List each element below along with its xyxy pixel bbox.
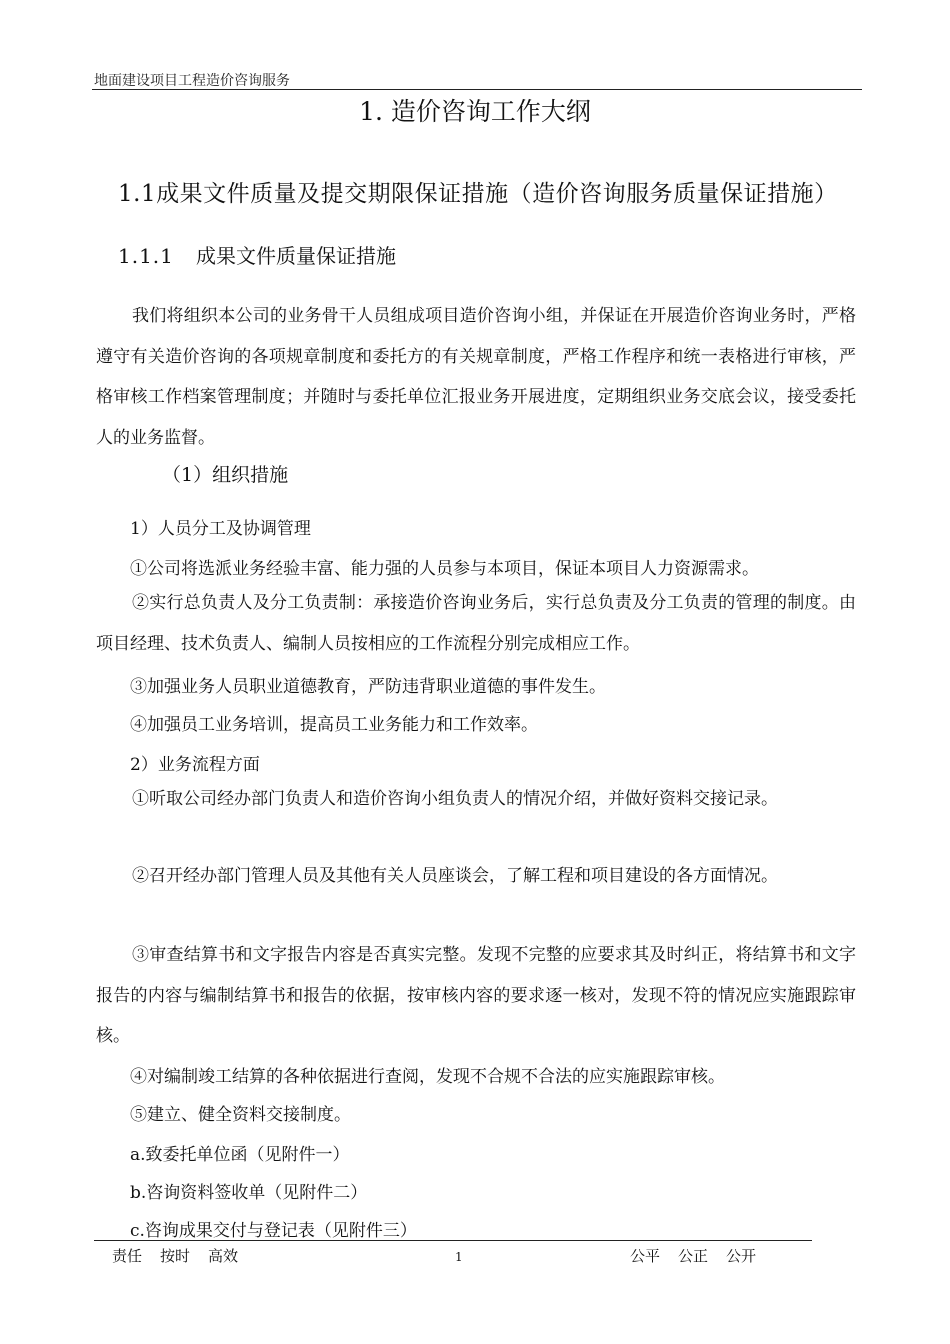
running-header: 地面建设项目工程造价咨询服务 (94, 73, 290, 89)
footer-motto-word: 公平 (630, 1247, 661, 1265)
header-rule (92, 89, 862, 90)
footer-motto-word: 公开 (726, 1247, 757, 1265)
footer-motto-word: 高效 (208, 1247, 239, 1265)
list-item: ②召开经办部门管理人员及其他有关人员座谈会，了解工程和项目建设的各方面情况。 (132, 866, 778, 886)
heading-1: 1. 造价咨询工作大纲 (359, 97, 591, 126)
list-item: c.咨询成果交付与登记表（见附件三） (130, 1221, 417, 1241)
footer-motto-word: 责任 (112, 1247, 143, 1265)
list-item: b.咨询资料签收单（见附件二） (130, 1183, 368, 1203)
list-item: a.致委托单位函（见附件一） (130, 1145, 350, 1165)
page-number: 1 (455, 1250, 463, 1264)
footer-motto-word: 按时 (160, 1247, 191, 1265)
footer-motto-word: 公正 (678, 1247, 709, 1265)
heading-2: 1.1成果文件质量及提交期限保证措施（造价咨询服务质量保证措施） (118, 181, 838, 207)
list-item: ⑤建立、健全资料交接制度。 (130, 1105, 351, 1125)
list-item: ④对编制竣工结算的各种依据进行查阅，发现不合规不合法的应实施跟踪审核。 (130, 1067, 725, 1087)
list-item: ④加强员工业务培训，提高员工业务能力和工作效率。 (130, 715, 538, 735)
heading-3-number: 1.1.1 (118, 244, 174, 268)
list-item: ③加强业务人员职业道德教育，严防违背职业道德的事件发生。 (130, 677, 606, 697)
list-item: ①公司将选派业务经验丰富、能力强的人员参与本项目，保证本项目人力资源需求。 (130, 559, 759, 579)
process-title: 2）业务流程方面 (130, 755, 260, 775)
heading-3-title: 成果文件质量保证措施 (196, 244, 396, 268)
intro-paragraph: 我们将组织本公司的业务骨干人员组成项目造价咨询小组，并保证在开展造价咨询业务时，严格遵守有关造价咨询的各项规章制度和委托方的有关规章制度，严格工作程序和统一表格进行审核，严格审核工作档案管理制度；并随时与委托单位汇报业务开展进度，定期组织业务交底会议，接受委托人的业务监督。 (96, 306, 856, 448)
list-item: ③审查结算书和文字报告内容是否真实完整。发现不完整的应要求其及时纠正，将结算书和文字报告的内容与编制结算书和报告的依据，按审核内容的要求逐一核对，发现不符的情况应实施跟踪审核。 (96, 945, 856, 1046)
footer-rule (94, 1240, 812, 1241)
personnel-title: 1）人员分工及协调管理 (130, 519, 311, 539)
footer-motto-right (630, 1245, 774, 1266)
footer-motto-left (112, 1245, 256, 1266)
list-item: ②实行总负责人及分工负责制：承接造价咨询业务后，实行总负责及分工负责的管理的制度。由项目经理、技术负责人、编制人员按相应的工作流程分别完成相应工作。 (96, 593, 856, 654)
list-item: ①听取公司经办部门负责人和造价咨询小组负责人的情况介绍，并做好资料交接记录。 (132, 789, 778, 809)
heading-3 (118, 240, 396, 269)
section-organizational-measures: （1）组织措施 (162, 464, 289, 486)
